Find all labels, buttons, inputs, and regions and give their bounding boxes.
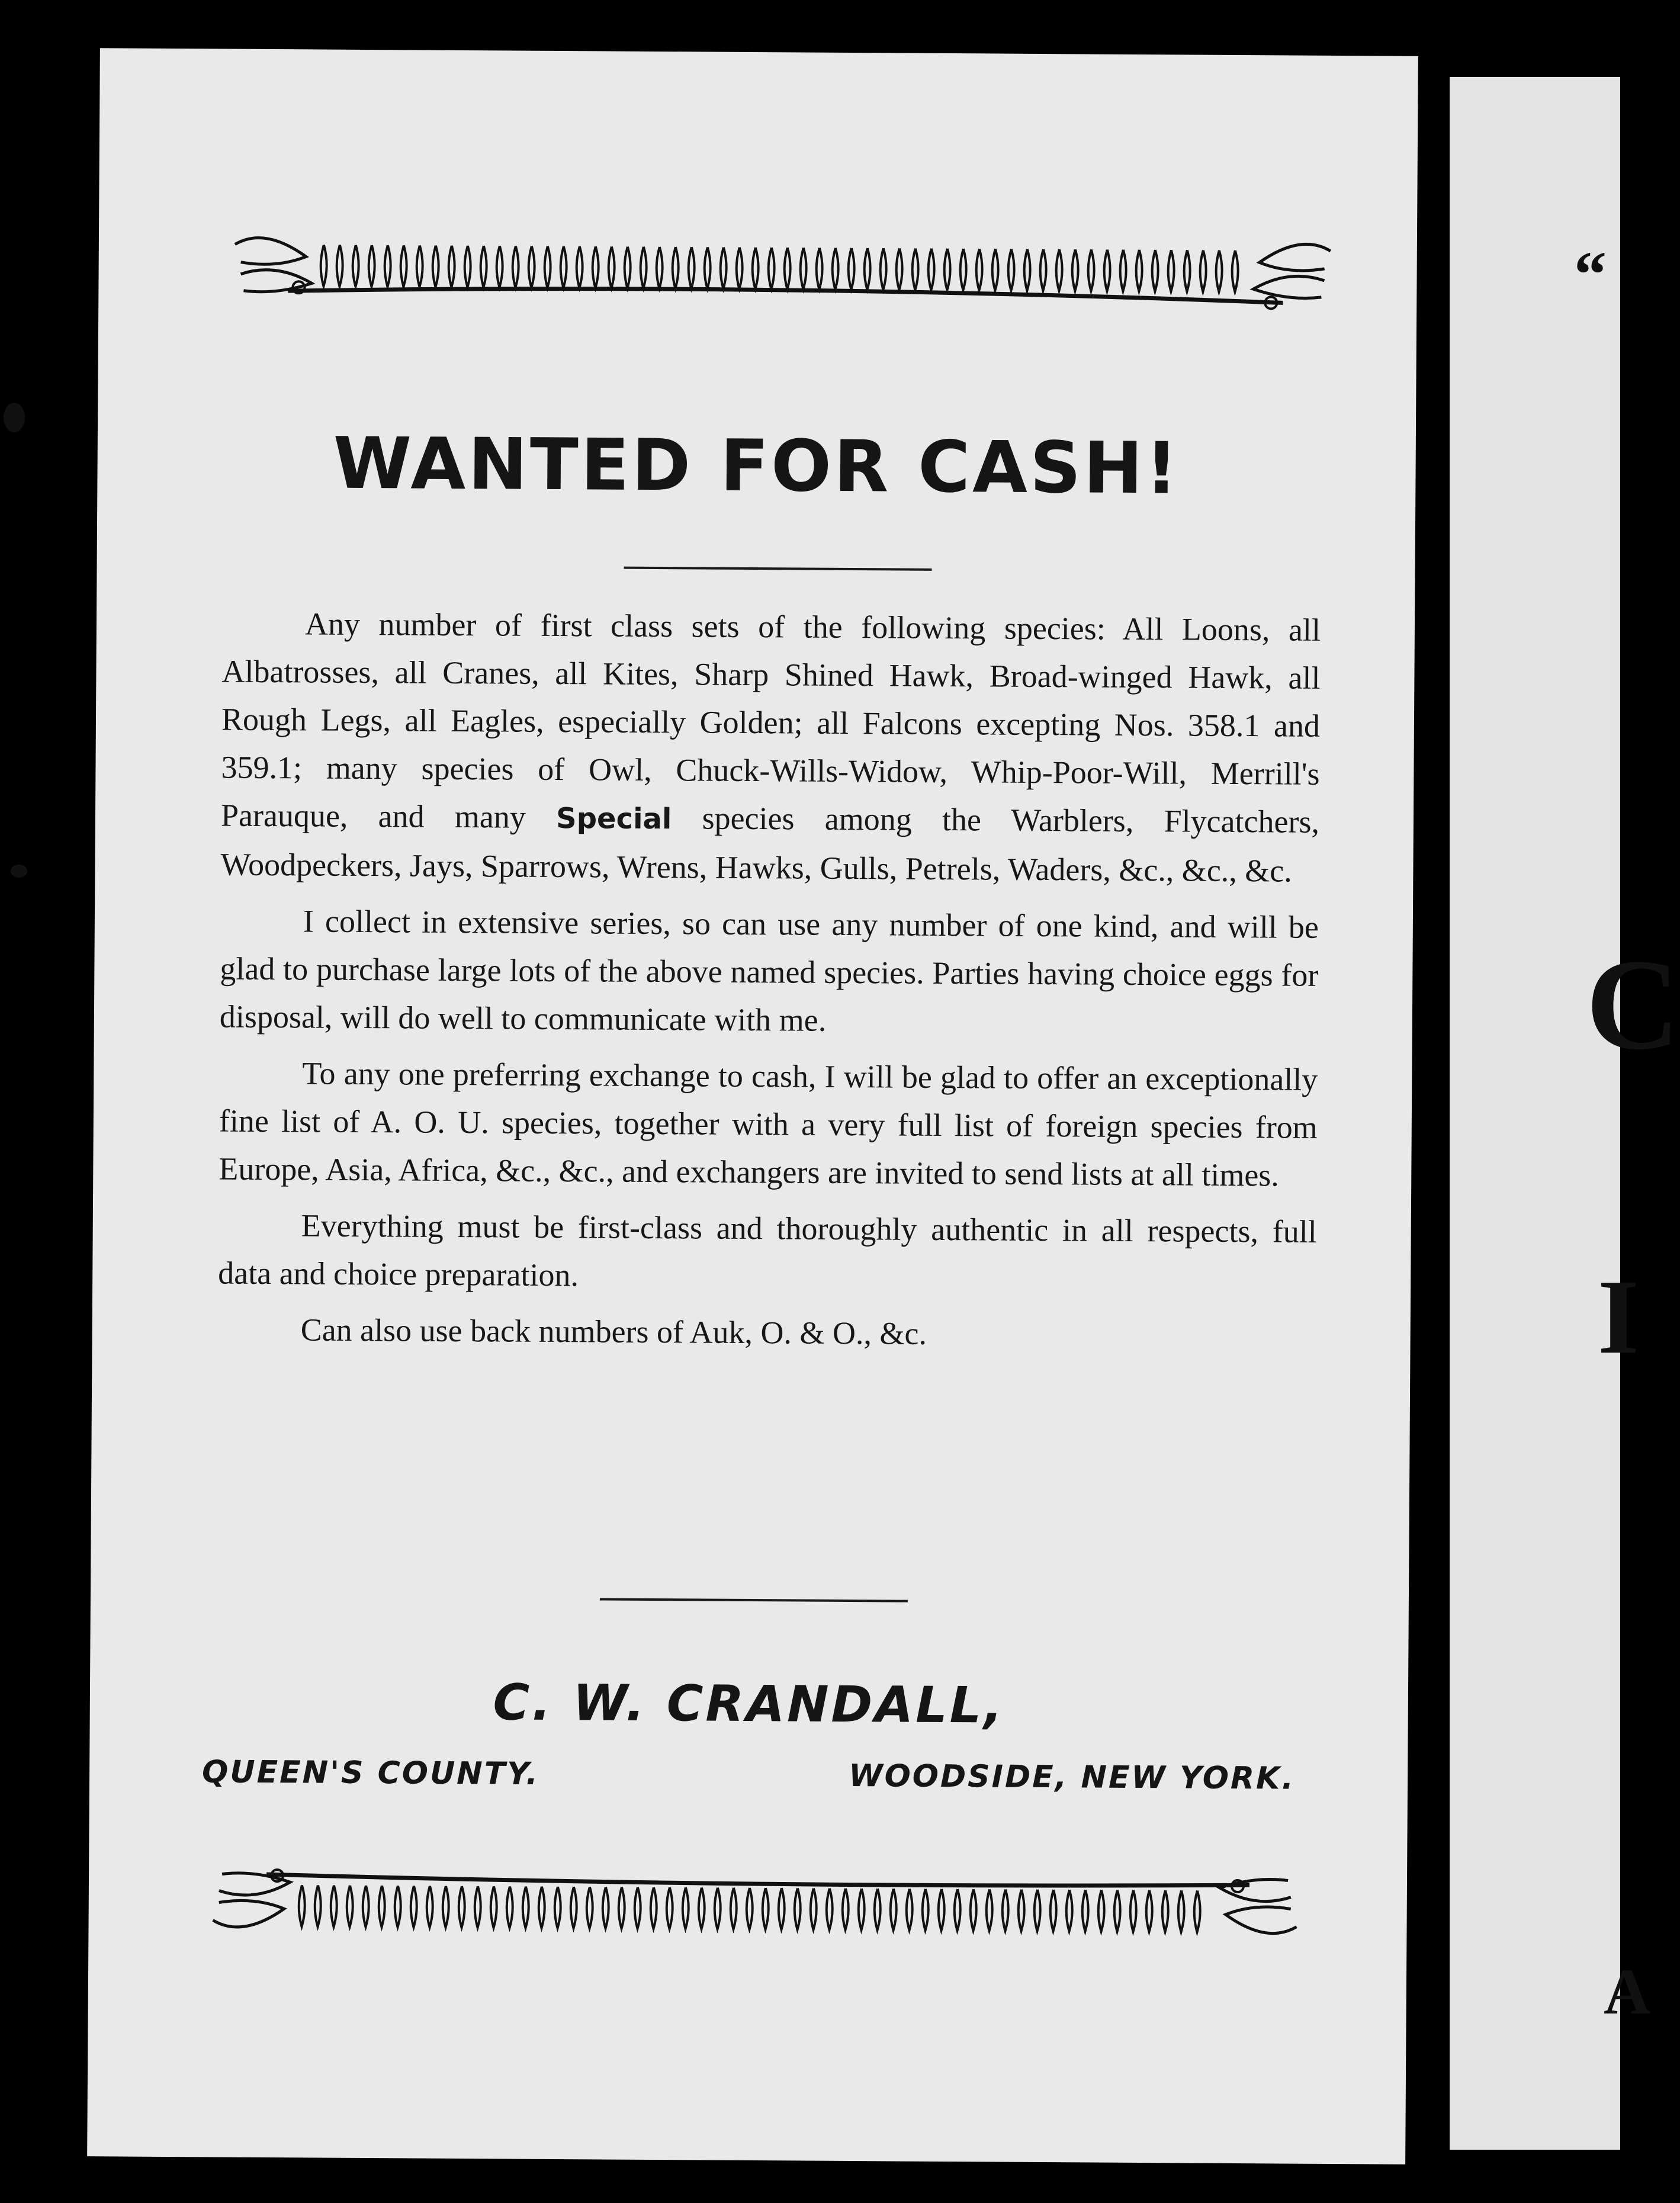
fragment-letter-i: I (1598, 1258, 1640, 1376)
adjacent-page-edge (1450, 77, 1680, 2150)
special-word: Special (555, 801, 672, 836)
border-leaf (1040, 249, 1046, 291)
border-leaf (688, 247, 694, 288)
border-leaf (315, 1886, 321, 1927)
border-leaf (699, 1887, 705, 1929)
border-leaf (976, 249, 982, 290)
border-leaf (880, 248, 886, 290)
border-leaf (411, 1886, 417, 1927)
border-leaf (848, 248, 854, 290)
border-leaf (400, 245, 406, 287)
border-leaf (1019, 1890, 1024, 1931)
border-leaf (864, 248, 870, 290)
border-leaf (1136, 250, 1142, 291)
paragraph-quality: Everything must be first-class and thoroughly authentic in all respects, full data and choice preparation. (218, 1208, 1317, 1293)
border-leaf (512, 246, 518, 287)
fragment-letter-a: A (1604, 1955, 1651, 2028)
border-leaf (731, 1888, 737, 1929)
border-leaf (544, 246, 550, 288)
border-leaf (320, 245, 326, 287)
border-leaf (715, 1888, 721, 1929)
border-leaf (576, 246, 582, 288)
border-leaf (1003, 1890, 1008, 1931)
fragment-quote: “ (1574, 238, 1607, 310)
fragment-letter-c: C (1586, 932, 1680, 1077)
border-leaf (891, 1889, 897, 1930)
border-leaf (768, 248, 774, 289)
paragraph-exchange: To any one preferring exchange to cash, I will be glad to offer an exceptionally fine list of A. O. U. species, together with a very full list of foreign species from Europe, Asia, Africa, &c., &c., and exchangers are invited to send lists at all times. (219, 1055, 1318, 1193)
border-leaf (800, 248, 806, 289)
border-leaf (912, 249, 918, 290)
border-leaf (603, 1887, 609, 1928)
border-leaf (736, 248, 742, 289)
border-leaf (475, 1886, 481, 1928)
border-leaf (539, 1887, 545, 1928)
border-leaf (459, 1886, 465, 1928)
border-leaf (992, 249, 998, 290)
border-leaf (971, 1889, 976, 1931)
border-leaf (784, 248, 790, 289)
border-leaf (944, 249, 950, 290)
border-leaf (608, 246, 614, 288)
border-leaf (923, 1889, 929, 1931)
border-leaf (1232, 251, 1238, 292)
border-leaf (1056, 249, 1062, 291)
advert-page (87, 48, 1418, 2165)
border-leaf (827, 1889, 833, 1930)
paragraph-species: Any number of first class sets of the following species: All Loons, all Albatrosses, all Cranes, all Kites, Sharp Shined Hawk, Broad-winged Hawk, all Rough Legs, all Eagles, especially Golden; all Falcons excepting Nos. 358.1 and 359.1; many species of Owl, Chuck-Wills-Widow, Whip-Poor-Will, Merrill's Parauque, and many Special species among the Warblers, Flycatchers, Woodpeckers, Jays, Sparrows, Wrens, Hawks, Gulls, Petrels, Waders, &c., &c., &c. (220, 606, 1321, 889)
border-leaf (1216, 251, 1222, 292)
scan-speck (4, 403, 25, 432)
border-leaf (347, 1886, 353, 1927)
border-leaf (816, 248, 822, 290)
border-leaf (763, 1888, 769, 1929)
border-leaf (656, 247, 662, 288)
top-ornamental-border (229, 221, 1337, 316)
border-leaf (480, 246, 486, 287)
border-leaf (1098, 1890, 1104, 1932)
border-leaf (352, 245, 358, 287)
border-leaf (1120, 250, 1126, 291)
border-leaf (464, 246, 470, 287)
border-leaf (843, 1889, 849, 1930)
bottom-ornamental-border (207, 1855, 1303, 1950)
border-leaf (928, 249, 934, 290)
border-leaf (523, 1887, 529, 1928)
advert-body (217, 600, 1321, 1369)
title-divider (624, 567, 932, 571)
border-leaf (416, 246, 422, 287)
border-leaf (672, 247, 678, 288)
border-leaf (1072, 249, 1078, 291)
border-leaf (875, 1889, 881, 1930)
border-leaf (368, 245, 374, 287)
border-leaf (1146, 1890, 1152, 1932)
border-leaf (336, 245, 342, 287)
border-leaf (811, 1889, 817, 1930)
border-leaf (331, 1886, 337, 1927)
border-leaf (1088, 249, 1094, 291)
border-leaf (635, 1887, 641, 1929)
border-leaf (795, 1888, 801, 1929)
border-leaf (1050, 1890, 1056, 1931)
border-leaf (859, 1889, 865, 1930)
border-leaf (555, 1887, 561, 1928)
border-leaf (432, 246, 438, 287)
border-leaf (395, 1886, 401, 1927)
border-leaf (507, 1886, 513, 1928)
border-leaf (571, 1887, 577, 1928)
border-leaf (1130, 1890, 1136, 1932)
border-leaf (587, 1887, 593, 1928)
border-leaf (448, 246, 454, 287)
advertiser-name: C. W. CRANDALL, (493, 1673, 1006, 1735)
border-leaf (379, 1886, 385, 1927)
border-leaf (384, 245, 390, 287)
border-leaf (299, 1885, 305, 1926)
border-leaf (427, 1886, 433, 1928)
border-leaf (491, 1886, 497, 1928)
signature-divider (600, 1598, 908, 1602)
border-leaf (667, 1887, 673, 1929)
border-leaf (363, 1886, 369, 1927)
border-leaf (704, 247, 710, 288)
scan-speck (11, 865, 27, 878)
border-leaf (960, 249, 966, 290)
border-leaf (1114, 1890, 1120, 1932)
border-leaf (1024, 249, 1030, 291)
paragraph-back-numbers: Can also use back numbers of Auk, O. & O., &c. (300, 1312, 927, 1351)
border-leaf (560, 246, 566, 288)
border-leaf (1104, 250, 1110, 291)
border-leaf (939, 1889, 945, 1931)
border-leaf (619, 1887, 625, 1929)
border-leaf (683, 1887, 689, 1929)
advertiser-county: QUEEN'S COUNTY. (201, 1754, 540, 1792)
border-leaf (592, 246, 598, 288)
advertiser-town: WOODSIDE, NEW YORK. (849, 1758, 1296, 1797)
paragraph-series: I collect in extensive series, so can use any number of one kind, and will be glad to purchase large lots of the above named species. Parties having choice eggs for disposal, will do well to communicate with me. (219, 903, 1319, 1038)
border-leaf (1082, 1890, 1088, 1931)
advert-title: WANTED FOR CASH! (333, 422, 1181, 510)
border-leaf (1152, 250, 1158, 291)
border-leaf (624, 247, 630, 288)
border-leaf (896, 248, 902, 290)
border-leaf (1178, 1890, 1184, 1932)
border-leaf (1168, 250, 1174, 291)
border-leaf (907, 1889, 913, 1931)
border-leaf (720, 248, 726, 289)
border-leaf (443, 1886, 449, 1928)
border-leaf (651, 1887, 657, 1929)
border-leaf (1194, 1891, 1200, 1932)
border-leaf (528, 246, 534, 288)
border-leaf (779, 1888, 785, 1929)
border-leaf (747, 1888, 753, 1929)
border-leaf (1162, 1890, 1168, 1932)
border-leaf (1200, 251, 1206, 292)
border-leaf (1184, 250, 1190, 291)
border-leaf (832, 248, 838, 290)
border-leaf (640, 247, 646, 288)
border-leaf (1008, 249, 1014, 291)
border-leaf (752, 248, 758, 289)
border-leaf (1066, 1890, 1072, 1931)
border-leaf (1035, 1890, 1040, 1931)
border-leaf (496, 246, 502, 287)
border-leaf (987, 1889, 992, 1931)
border-leaf (955, 1889, 961, 1931)
